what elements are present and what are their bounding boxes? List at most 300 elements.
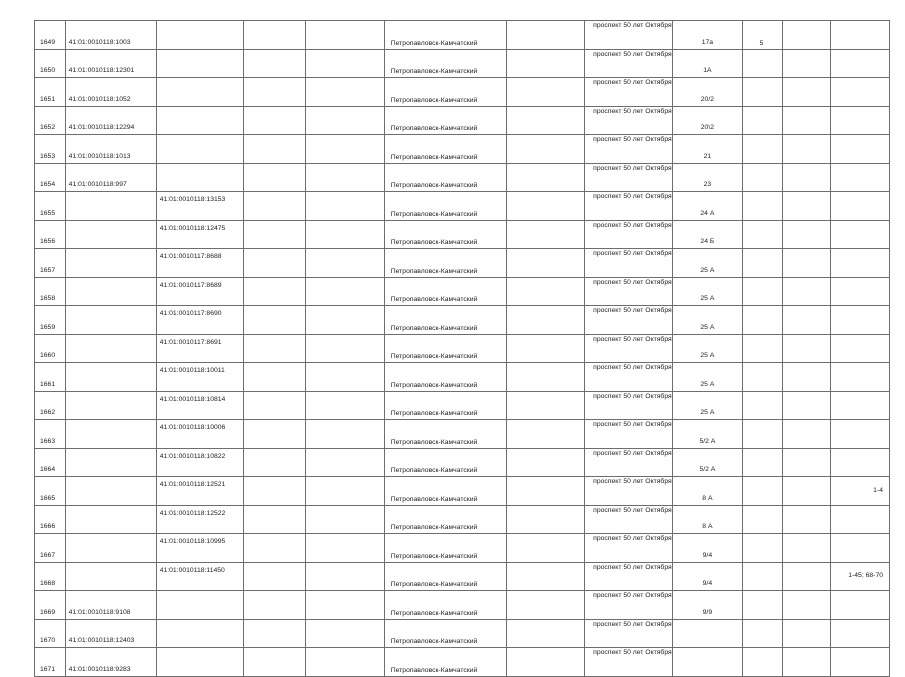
- cadastral-number-premises: [156, 163, 243, 192]
- empty-cell: [782, 648, 830, 677]
- city-name: Петропавловск-Камчатский: [384, 220, 507, 249]
- house-number: 25 А: [673, 363, 743, 392]
- empty-cell: [243, 135, 305, 164]
- row-number: 1650: [35, 49, 66, 78]
- apartment-range: [830, 505, 889, 534]
- house-number: 20\2: [673, 106, 743, 135]
- city-name: Петропавловск-Камчатский: [384, 505, 507, 534]
- cadastral-number-premises: 41:01:0010118:12475: [156, 220, 243, 249]
- building-number: [742, 163, 782, 192]
- building-number: [742, 562, 782, 591]
- street-name: проспект 50 лет Октября: [585, 448, 673, 477]
- apartment-range: [830, 591, 889, 620]
- row-number: 1662: [35, 391, 66, 420]
- table-row: [35, 306, 890, 335]
- empty-cell: [507, 220, 585, 249]
- building-number: [742, 106, 782, 135]
- empty-cell: [243, 391, 305, 420]
- street-name: проспект 50 лет Октября: [585, 220, 673, 249]
- house-number: 21: [673, 135, 743, 164]
- cadastral-number-premises: 41:01:0010118:10822: [156, 448, 243, 477]
- house-number: 9/4: [673, 562, 743, 591]
- cadastral-number-parcel: [65, 505, 156, 534]
- empty-cell: [243, 591, 305, 620]
- street-name: проспект 50 лет Октября: [585, 534, 673, 563]
- cadastral-number-parcel: 41:01:0010118:1003: [65, 21, 156, 50]
- house-number: 25 А: [673, 306, 743, 335]
- table-row: [35, 562, 890, 591]
- empty-cell: [507, 277, 585, 306]
- empty-cell: [507, 192, 585, 221]
- cadastral-number-premises: [156, 619, 243, 648]
- apartment-range: [830, 420, 889, 449]
- apartment-range: [830, 78, 889, 107]
- empty-cell: [507, 363, 585, 392]
- street-name: проспект 50 лет Октября: [585, 277, 673, 306]
- table-row: [35, 78, 890, 107]
- row-number: 1667: [35, 534, 66, 563]
- empty-cell: [305, 49, 384, 78]
- empty-cell: [507, 334, 585, 363]
- empty-cell: [507, 648, 585, 677]
- building-number: [742, 135, 782, 164]
- empty-cell: [305, 363, 384, 392]
- empty-cell: [243, 477, 305, 506]
- cadastral-number-premises: 41:01:0010118:12522: [156, 505, 243, 534]
- city-name: Петропавловск-Камчатский: [384, 363, 507, 392]
- row-number: 1658: [35, 277, 66, 306]
- city-name: Петропавловск-Камчатский: [384, 306, 507, 335]
- empty-cell: [507, 49, 585, 78]
- empty-cell: [243, 363, 305, 392]
- city-name: Петропавловск-Камчатский: [384, 334, 507, 363]
- city-name: Петропавловск-Камчатский: [384, 135, 507, 164]
- city-name: Петропавловск-Камчатский: [384, 648, 507, 677]
- empty-cell: [782, 534, 830, 563]
- city-name: Петропавловск-Камчатский: [384, 49, 507, 78]
- empty-cell: [305, 163, 384, 192]
- cadastral-number-premises: 41:01:0010117:8689: [156, 277, 243, 306]
- cadastral-number-parcel: [65, 391, 156, 420]
- table-row: [35, 277, 890, 306]
- cadastral-number-parcel: [65, 220, 156, 249]
- row-number: 1665: [35, 477, 66, 506]
- empty-cell: [782, 106, 830, 135]
- street-name: проспект 50 лет Октября: [585, 192, 673, 221]
- apartment-range: [830, 648, 889, 677]
- table-row: [35, 334, 890, 363]
- empty-cell: [305, 477, 384, 506]
- city-name: Петропавловск-Камчатский: [384, 106, 507, 135]
- apartment-range: [830, 49, 889, 78]
- building-number: [742, 420, 782, 449]
- house-number: 5/2 А: [673, 420, 743, 449]
- building-number: [742, 448, 782, 477]
- cadastral-number-premises: [156, 49, 243, 78]
- empty-cell: [243, 163, 305, 192]
- city-name: Петропавловск-Камчатский: [384, 163, 507, 192]
- apartment-range: [830, 619, 889, 648]
- cadastral-number-premises: 41:01:0010117:8690: [156, 306, 243, 335]
- house-number: 8 А: [673, 477, 743, 506]
- empty-cell: [782, 562, 830, 591]
- city-name: Петропавловск-Камчатский: [384, 78, 507, 107]
- street-name: проспект 50 лет Октября: [585, 591, 673, 620]
- house-number: 25 А: [673, 249, 743, 278]
- empty-cell: [782, 448, 830, 477]
- empty-cell: [305, 505, 384, 534]
- building-number: [742, 49, 782, 78]
- house-number: 9/9: [673, 591, 743, 620]
- building-number: [742, 363, 782, 392]
- empty-cell: [243, 220, 305, 249]
- empty-cell: [782, 591, 830, 620]
- empty-cell: [305, 21, 384, 50]
- cadastral-number-premises: [156, 106, 243, 135]
- house-number: [673, 619, 743, 648]
- empty-cell: [243, 420, 305, 449]
- cadastral-number-premises: 41:01:0010118:10995: [156, 534, 243, 563]
- empty-cell: [243, 619, 305, 648]
- building-number: [742, 391, 782, 420]
- empty-cell: [507, 135, 585, 164]
- house-number: 17а: [673, 21, 743, 50]
- street-name: проспект 50 лет Октября: [585, 135, 673, 164]
- empty-cell: [507, 562, 585, 591]
- cadastral-number-parcel: [65, 420, 156, 449]
- cadastral-number-parcel: 41:01:0010118:12294: [65, 106, 156, 135]
- empty-cell: [507, 448, 585, 477]
- city-name: Петропавловск-Камчатский: [384, 391, 507, 420]
- empty-cell: [507, 306, 585, 335]
- row-number: 1664: [35, 448, 66, 477]
- empty-cell: [305, 591, 384, 620]
- cadastral-number-parcel: [65, 534, 156, 563]
- row-number: 1649: [35, 21, 66, 50]
- street-name: проспект 50 лет Октября: [585, 106, 673, 135]
- empty-cell: [243, 49, 305, 78]
- empty-cell: [305, 277, 384, 306]
- empty-cell: [782, 21, 830, 50]
- empty-cell: [507, 106, 585, 135]
- apartment-range: [830, 306, 889, 335]
- table-row: [35, 249, 890, 278]
- row-number: 1660: [35, 334, 66, 363]
- empty-cell: [243, 21, 305, 50]
- cadastral-number-parcel: [65, 477, 156, 506]
- table-row: [35, 477, 890, 506]
- table-row: [35, 534, 890, 563]
- apartment-range: 1-45; 68-70: [830, 562, 889, 591]
- empty-cell: [507, 505, 585, 534]
- empty-cell: [243, 448, 305, 477]
- empty-cell: [243, 505, 305, 534]
- street-name: проспект 50 лет Октября: [585, 420, 673, 449]
- cadastral-number-premises: 41:01:0010118:10011: [156, 363, 243, 392]
- cadastral-number-parcel: [65, 306, 156, 335]
- cadastral-number-premises: 41:01:0010118:10006: [156, 420, 243, 449]
- cadastral-number-premises: 41:01:0010118:12521: [156, 477, 243, 506]
- row-number: 1663: [35, 420, 66, 449]
- house-number: 25 А: [673, 334, 743, 363]
- registry-sheet: [34, 20, 890, 677]
- cadastral-number-premises: 41:01:0010118:10814: [156, 391, 243, 420]
- empty-cell: [507, 534, 585, 563]
- city-name: Петропавловск-Камчатский: [384, 249, 507, 278]
- row-number: 1651: [35, 78, 66, 107]
- cadastral-number-parcel: [65, 363, 156, 392]
- building-number: [742, 220, 782, 249]
- cadastral-number-parcel: 41:01:0010118:12301: [65, 49, 156, 78]
- cadastral-number-premises: [156, 21, 243, 50]
- empty-cell: [243, 106, 305, 135]
- cadastral-number-premises: 41:01:0010117:8691: [156, 334, 243, 363]
- apartment-range: [830, 534, 889, 563]
- empty-cell: [243, 534, 305, 563]
- cadastral-number-parcel: [65, 562, 156, 591]
- street-name: проспект 50 лет Октября: [585, 648, 673, 677]
- apartment-range: [830, 135, 889, 164]
- apartment-range: [830, 277, 889, 306]
- table-row: [35, 49, 890, 78]
- empty-cell: [305, 106, 384, 135]
- empty-cell: [507, 21, 585, 50]
- cadastral-number-parcel: 41:01:0010118:12403: [65, 619, 156, 648]
- building-number: [742, 534, 782, 563]
- street-name: проспект 50 лет Октября: [585, 391, 673, 420]
- empty-cell: [243, 192, 305, 221]
- empty-cell: [507, 591, 585, 620]
- empty-cell: [782, 391, 830, 420]
- table-row: [35, 163, 890, 192]
- building-number: [742, 648, 782, 677]
- empty-cell: [243, 249, 305, 278]
- empty-cell: [782, 619, 830, 648]
- table-row: [35, 220, 890, 249]
- apartment-range: [830, 21, 889, 50]
- apartment-range: [830, 220, 889, 249]
- apartment-range: [830, 448, 889, 477]
- cadastral-number-parcel: 41:01:0010118:1052: [65, 78, 156, 107]
- building-number: [742, 619, 782, 648]
- empty-cell: [305, 534, 384, 563]
- empty-cell: [305, 448, 384, 477]
- building-number: [742, 249, 782, 278]
- street-name: проспект 50 лет Октября: [585, 477, 673, 506]
- cadastral-number-premises: 41:01:0010118:11450: [156, 562, 243, 591]
- apartment-range: [830, 334, 889, 363]
- table-row: [35, 420, 890, 449]
- street-name: проспект 50 лет Октября: [585, 334, 673, 363]
- empty-cell: [243, 562, 305, 591]
- empty-cell: [507, 391, 585, 420]
- city-name: Петропавловск-Камчатский: [384, 534, 507, 563]
- building-number: [742, 192, 782, 221]
- apartment-range: [830, 249, 889, 278]
- empty-cell: [507, 163, 585, 192]
- house-number: 24 А: [673, 192, 743, 221]
- building-number: [742, 334, 782, 363]
- city-name: Петропавловск-Камчатский: [384, 562, 507, 591]
- building-number: 5: [742, 21, 782, 50]
- street-name: проспект 50 лет Октября: [585, 249, 673, 278]
- table-row: [35, 448, 890, 477]
- empty-cell: [782, 192, 830, 221]
- apartment-range: [830, 363, 889, 392]
- cadastral-number-parcel: [65, 334, 156, 363]
- table-row: [35, 591, 890, 620]
- street-name: проспект 50 лет Октября: [585, 619, 673, 648]
- house-number: 1А: [673, 49, 743, 78]
- empty-cell: [782, 78, 830, 107]
- cadastral-number-premises: [156, 78, 243, 107]
- street-name: проспект 50 лет Октября: [585, 306, 673, 335]
- cadastral-number-parcel: [65, 277, 156, 306]
- empty-cell: [782, 277, 830, 306]
- row-number: 1671: [35, 648, 66, 677]
- row-number: 1657: [35, 249, 66, 278]
- table-row: [35, 21, 890, 50]
- street-name: проспект 50 лет Октября: [585, 163, 673, 192]
- house-number: 8 А: [673, 505, 743, 534]
- row-number: 1668: [35, 562, 66, 591]
- city-name: Петропавловск-Камчатский: [384, 21, 507, 50]
- row-number: 1653: [35, 135, 66, 164]
- empty-cell: [243, 306, 305, 335]
- row-number: 1655: [35, 192, 66, 221]
- building-number: [742, 477, 782, 506]
- house-number: 5/2 А: [673, 448, 743, 477]
- table-row: [35, 135, 890, 164]
- empty-cell: [507, 619, 585, 648]
- table-row: [35, 106, 890, 135]
- building-number: [742, 306, 782, 335]
- empty-cell: [305, 391, 384, 420]
- empty-cell: [305, 192, 384, 221]
- building-number: [742, 277, 782, 306]
- street-name: проспект 50 лет Октября: [585, 363, 673, 392]
- building-number: [742, 591, 782, 620]
- city-name: Петропавловск-Камчатский: [384, 477, 507, 506]
- empty-cell: [507, 249, 585, 278]
- empty-cell: [243, 78, 305, 107]
- cadastral-number-parcel: 41:01:0010118:9283: [65, 648, 156, 677]
- cadastral-number-premises: [156, 591, 243, 620]
- empty-cell: [782, 135, 830, 164]
- building-number: [742, 78, 782, 107]
- empty-cell: [305, 562, 384, 591]
- cadastral-number-premises: [156, 648, 243, 677]
- apartment-range: [830, 391, 889, 420]
- table-row: [35, 391, 890, 420]
- empty-cell: [507, 420, 585, 449]
- apartment-range: [830, 192, 889, 221]
- row-number: 1656: [35, 220, 66, 249]
- empty-cell: [305, 220, 384, 249]
- empty-cell: [305, 420, 384, 449]
- street-name: проспект 50 лет Октября: [585, 49, 673, 78]
- street-name: проспект 50 лет Октября: [585, 505, 673, 534]
- row-number: 1670: [35, 619, 66, 648]
- table-row: [35, 505, 890, 534]
- row-number: 1666: [35, 505, 66, 534]
- empty-cell: [305, 619, 384, 648]
- empty-cell: [305, 648, 384, 677]
- cadastral-number-parcel: 41:01:0010118:9108: [65, 591, 156, 620]
- empty-cell: [782, 163, 830, 192]
- table-row: [35, 648, 890, 677]
- row-number: 1659: [35, 306, 66, 335]
- house-number: 9/4: [673, 534, 743, 563]
- row-number: 1654: [35, 163, 66, 192]
- city-name: Петропавловск-Камчатский: [384, 192, 507, 221]
- street-name: проспект 50 лет Октября: [585, 21, 673, 50]
- cadastral-number-premises: [156, 135, 243, 164]
- empty-cell: [782, 505, 830, 534]
- empty-cell: [305, 135, 384, 164]
- empty-cell: [782, 420, 830, 449]
- empty-cell: [782, 306, 830, 335]
- table-body: [35, 21, 890, 677]
- building-number: [742, 505, 782, 534]
- city-name: Петропавловск-Камчатский: [384, 591, 507, 620]
- table-row: [35, 363, 890, 392]
- empty-cell: [782, 363, 830, 392]
- city-name: Петропавловск-Камчатский: [384, 420, 507, 449]
- row-number: 1669: [35, 591, 66, 620]
- empty-cell: [305, 306, 384, 335]
- city-name: Петропавловск-Камчатский: [384, 277, 507, 306]
- empty-cell: [243, 277, 305, 306]
- empty-cell: [782, 49, 830, 78]
- street-name: проспект 50 лет Октября: [585, 562, 673, 591]
- table-row: [35, 192, 890, 221]
- empty-cell: [243, 334, 305, 363]
- empty-cell: [305, 249, 384, 278]
- cadastral-number-parcel: [65, 249, 156, 278]
- cadastral-number-parcel: [65, 192, 156, 221]
- empty-cell: [305, 78, 384, 107]
- row-number: 1661: [35, 363, 66, 392]
- cadastral-number-parcel: 41:01:0010118:997: [65, 163, 156, 192]
- empty-cell: [305, 334, 384, 363]
- house-number: 20/2: [673, 78, 743, 107]
- table-row: [35, 619, 890, 648]
- empty-cell: [507, 477, 585, 506]
- apartment-range: [830, 163, 889, 192]
- house-number: 25 А: [673, 277, 743, 306]
- empty-cell: [507, 78, 585, 107]
- empty-cell: [243, 648, 305, 677]
- apartment-range: [830, 106, 889, 135]
- apartment-range: 1-4: [830, 477, 889, 506]
- cadastral-number-parcel: 41:01:0010118:1013: [65, 135, 156, 164]
- house-number: 23: [673, 163, 743, 192]
- empty-cell: [782, 220, 830, 249]
- empty-cell: [782, 477, 830, 506]
- empty-cell: [782, 334, 830, 363]
- cadastral-number-premises: 41:01:0010118:13153: [156, 192, 243, 221]
- cadastral-number-premises: 41:01:0010117:8688: [156, 249, 243, 278]
- cadastral-number-parcel: [65, 448, 156, 477]
- street-name: проспект 50 лет Октября: [585, 78, 673, 107]
- house-number: [673, 648, 743, 677]
- address-registry-table: [34, 20, 890, 677]
- empty-cell: [782, 249, 830, 278]
- row-number: 1652: [35, 106, 66, 135]
- house-number: 25 А: [673, 391, 743, 420]
- city-name: Петропавловск-Камчатский: [384, 448, 507, 477]
